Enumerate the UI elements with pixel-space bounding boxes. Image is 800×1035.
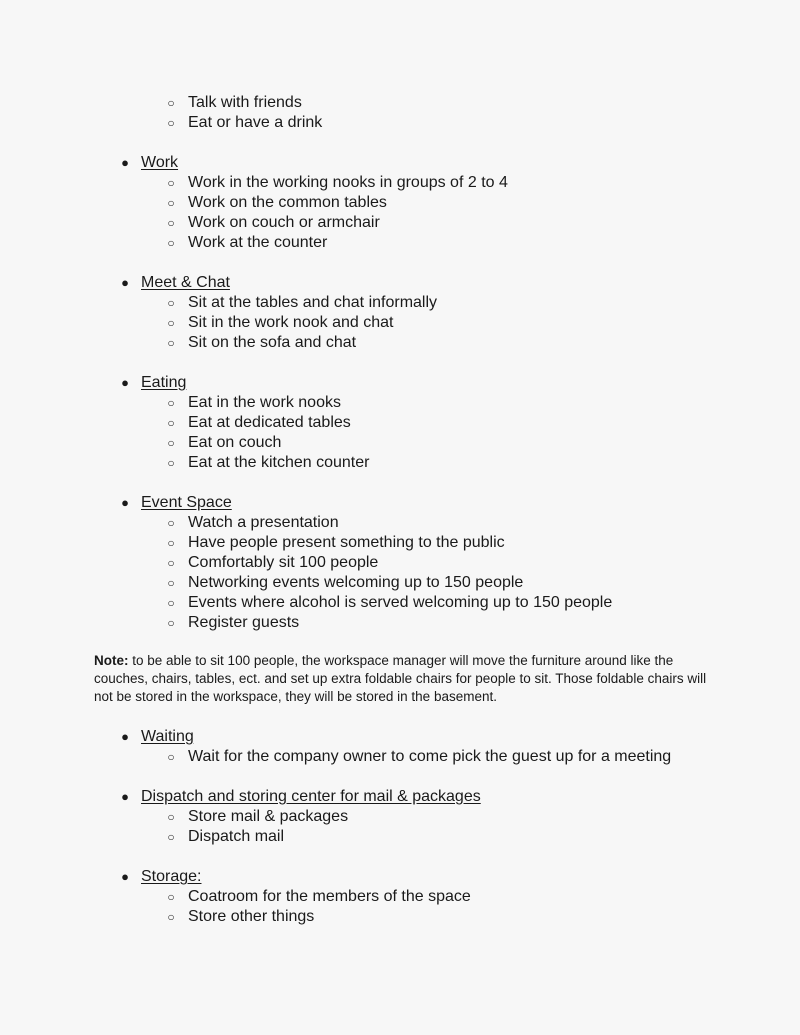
disc-bullet-icon: ● bbox=[121, 869, 129, 884]
activity-list-a bbox=[0, 93, 800, 633]
list-item: ○ Talk with friends bbox=[188, 93, 800, 113]
group-heading-work: ● Work bbox=[141, 153, 800, 173]
list-item: ○ Sit at the tables and chat informally bbox=[188, 293, 800, 313]
circle-bullet-icon: ○ bbox=[167, 456, 175, 470]
disc-bullet-icon: ● bbox=[121, 275, 129, 290]
list-item: ○ Work on couch or armchair bbox=[188, 213, 800, 233]
circle-bullet-icon: ○ bbox=[167, 516, 175, 530]
group-heading-meet-chat: ● Meet & Chat bbox=[141, 273, 800, 293]
circle-bullet-icon: ○ bbox=[167, 96, 175, 110]
disc-bullet-icon: ● bbox=[121, 729, 129, 744]
disc-bullet-icon: ● bbox=[121, 375, 129, 390]
circle-bullet-icon: ○ bbox=[167, 436, 175, 450]
list-item: ○ Comfortably sit 100 people bbox=[188, 553, 800, 573]
list-item: ○ Work at the counter bbox=[188, 233, 800, 253]
list-item: ○ Have people present something to the public bbox=[188, 533, 800, 553]
list-item: ○ Eat at dedicated tables bbox=[188, 413, 800, 433]
note-paragraph bbox=[94, 652, 714, 706]
disc-bullet-icon: ● bbox=[121, 495, 129, 510]
list-item: ○ Sit in the work nook and chat bbox=[188, 313, 800, 333]
circle-bullet-icon: ○ bbox=[167, 576, 175, 590]
list-item: ○ Eat or have a drink bbox=[188, 113, 800, 133]
list-item: ○ Coatroom for the members of the space bbox=[188, 887, 800, 907]
list-item: ○ Dispatch mail bbox=[188, 827, 800, 847]
circle-bullet-icon: ○ bbox=[167, 556, 175, 570]
list-item: ○ Work on the common tables bbox=[188, 193, 800, 213]
group-heading-waiting: ● Waiting bbox=[141, 727, 800, 747]
list-item: ○ Store mail & packages bbox=[188, 807, 800, 827]
circle-bullet-icon: ○ bbox=[167, 216, 175, 230]
disc-bullet-icon: ● bbox=[121, 789, 129, 804]
circle-bullet-icon: ○ bbox=[167, 910, 175, 924]
activity-list-b bbox=[0, 727, 800, 927]
list-item: ○ Events where alcohol is served welcoming up to 150 people bbox=[188, 593, 800, 613]
list-item: ○ Work in the working nooks in groups of 2 to 4 bbox=[188, 173, 800, 193]
circle-bullet-icon: ○ bbox=[167, 750, 175, 764]
circle-bullet-icon: ○ bbox=[167, 396, 175, 410]
list-item: ○ Networking events welcoming up to 150 people bbox=[188, 573, 800, 593]
note-label: Note: bbox=[94, 653, 129, 668]
list-item: ○ Register guests bbox=[188, 613, 800, 633]
list-item: ○ Eat in the work nooks bbox=[188, 393, 800, 413]
circle-bullet-icon: ○ bbox=[167, 116, 175, 130]
circle-bullet-icon: ○ bbox=[167, 890, 175, 904]
circle-bullet-icon: ○ bbox=[167, 176, 175, 190]
list-item: ○ Wait for the company owner to come pick the guest up for a meeting bbox=[188, 747, 800, 767]
list-item: ○ Eat on couch bbox=[188, 433, 800, 453]
circle-bullet-icon: ○ bbox=[167, 830, 175, 844]
circle-bullet-icon: ○ bbox=[167, 416, 175, 430]
group-heading-storage: ● Storage: bbox=[141, 867, 800, 887]
circle-bullet-icon: ○ bbox=[167, 810, 175, 824]
circle-bullet-icon: ○ bbox=[167, 536, 175, 550]
circle-bullet-icon: ○ bbox=[167, 336, 175, 350]
circle-bullet-icon: ○ bbox=[167, 236, 175, 250]
disc-bullet-icon: ● bbox=[121, 155, 129, 170]
list-item: ○ Watch a presentation bbox=[188, 513, 800, 533]
group-heading-event-space: ● Event Space bbox=[141, 493, 800, 513]
circle-bullet-icon: ○ bbox=[167, 196, 175, 210]
list-item: ○ Eat at the kitchen counter bbox=[188, 453, 800, 473]
group-heading-eating: ● Eating bbox=[141, 373, 800, 393]
circle-bullet-icon: ○ bbox=[167, 616, 175, 630]
circle-bullet-icon: ○ bbox=[167, 596, 175, 610]
list-item: ○ Sit on the sofa and chat bbox=[188, 333, 800, 353]
note-text: to be able to sit 100 people, the workspace manager will move the furniture around like the couches, chairs, tables, ect. and set up extra foldable chairs for people to sit. Those foldable chairs will not be stored in the workspace, they will be stored in the basement. bbox=[94, 653, 707, 704]
list-item: ○ Store other things bbox=[188, 907, 800, 927]
circle-bullet-icon: ○ bbox=[167, 296, 175, 310]
circle-bullet-icon: ○ bbox=[167, 316, 175, 330]
group-heading-dispatch: ● Dispatch and storing center for mail & packages bbox=[141, 787, 800, 807]
